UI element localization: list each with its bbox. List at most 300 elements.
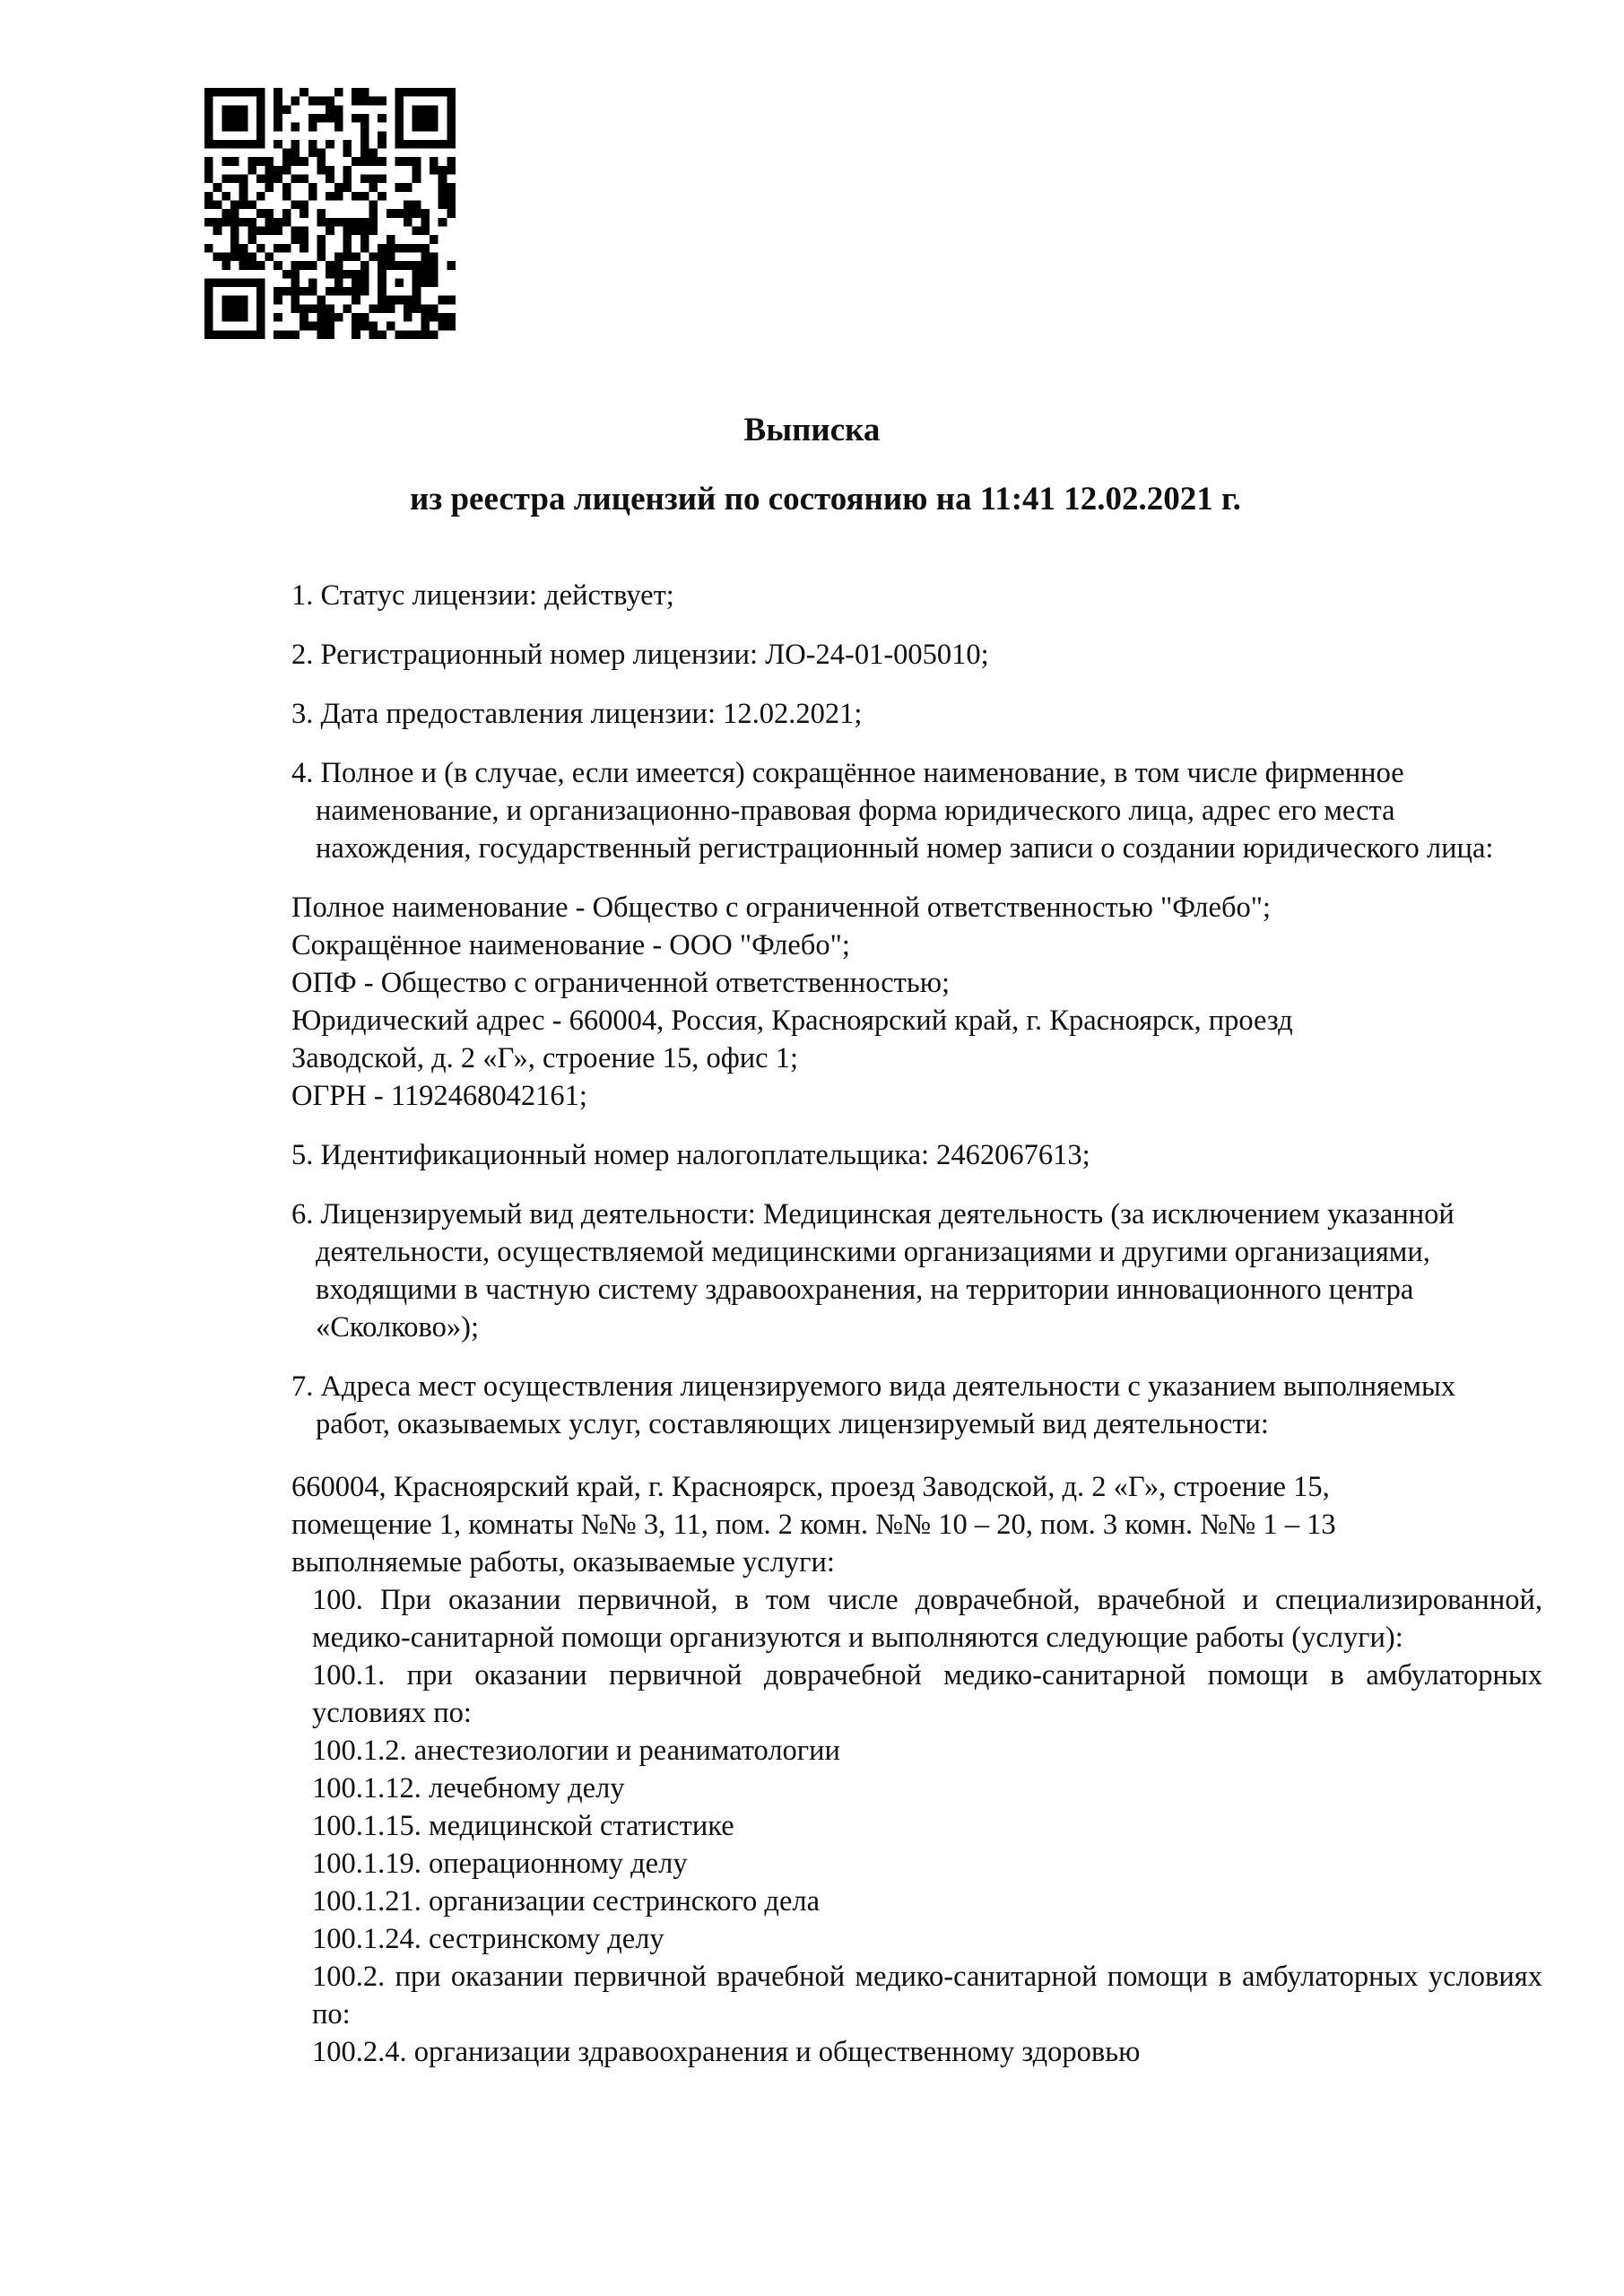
qr-module	[274, 97, 282, 106]
qr-module	[239, 313, 248, 322]
qr-module	[386, 252, 395, 261]
qr-module	[326, 287, 334, 296]
qr-module	[421, 252, 430, 261]
qr-module	[282, 105, 291, 114]
qr-module	[352, 278, 360, 287]
qr-module	[239, 140, 248, 149]
qr-module	[239, 105, 248, 114]
qr-module	[404, 218, 413, 227]
qr-module	[343, 218, 352, 227]
qr-module	[404, 201, 413, 210]
qr-module	[360, 123, 369, 132]
qr-module	[447, 183, 456, 192]
qr-module	[282, 287, 291, 296]
qr-module	[404, 140, 413, 149]
qr-module	[308, 278, 317, 287]
qr-module	[221, 105, 230, 114]
qr-module	[239, 218, 248, 227]
qr-module	[378, 114, 386, 123]
qr-module	[430, 157, 439, 166]
qr-module	[221, 278, 230, 287]
qr-module	[413, 244, 421, 253]
qr-module	[439, 192, 447, 201]
qr-module	[334, 313, 343, 322]
service-item: 100.1. при оказании первичной доврачебной медико-санитарной помощи в амбулаторных условиях по:	[312, 1659, 1542, 1729]
qr-module	[421, 226, 430, 235]
qr-module	[204, 192, 213, 201]
qr-module	[369, 304, 378, 313]
qr-module	[343, 166, 352, 175]
service-item: 100.2. при оказании первичной врачебной медико-санитарной помощи в амбулаторных условиях по:	[312, 1961, 1542, 2031]
qr-module	[317, 252, 326, 261]
qr-module	[256, 105, 265, 114]
service-item: 100. При оказании первичной, в том числе доврачебной, врачебной и специализированной, медико-санитарной помощи организуются и выполняются следующие работы (услуги):	[312, 1584, 1542, 1654]
qr-module	[204, 330, 213, 339]
qr-module	[204, 97, 213, 106]
qr-module	[256, 88, 265, 97]
qr-module	[334, 88, 343, 97]
qr-module	[308, 261, 317, 270]
qr-module	[213, 201, 222, 210]
qr-module	[256, 278, 265, 287]
qr-module	[317, 330, 326, 339]
qr-module	[204, 278, 213, 287]
qr-module	[413, 296, 421, 305]
entity-short-name: Сокращённое наименование - ООО "Флебо";	[291, 929, 850, 961]
qr-module	[204, 322, 213, 331]
qr-module	[439, 183, 447, 192]
qr-module	[430, 123, 439, 132]
qr-module	[221, 114, 230, 123]
qr-module	[352, 192, 360, 201]
qr-module	[204, 105, 213, 114]
qr-module	[239, 330, 248, 339]
qr-module	[265, 209, 274, 218]
qr-module	[204, 166, 213, 175]
qr-module	[239, 114, 248, 123]
qr-module	[334, 261, 343, 270]
qr-module	[204, 218, 213, 227]
qr-module	[248, 166, 256, 175]
qr-module	[439, 322, 447, 331]
qr-module	[274, 114, 282, 123]
qr-module	[343, 287, 352, 296]
qr-module	[413, 175, 421, 184]
qr-module	[282, 183, 291, 192]
qr-module	[378, 252, 386, 261]
service-item: 100.2.4. организации здравоохранения и общественному здоровью	[312, 2036, 1141, 2068]
qr-module	[230, 252, 239, 261]
qr-module	[352, 330, 360, 339]
qr-module	[317, 114, 326, 123]
qr-module	[248, 261, 256, 270]
qr-module	[334, 270, 343, 279]
addresses-heading: 7. Адреса мест осуществления лицензируемого вида деятельности с указанием выполняемых работ, оказываемых услуг, составляющих лицензируемый вид деятельности:	[291, 1370, 1456, 1440]
qr-module	[326, 270, 334, 279]
qr-module	[230, 278, 239, 287]
qr-module	[334, 252, 343, 261]
qr-module	[204, 123, 213, 132]
qr-module	[430, 88, 439, 97]
qr-module	[274, 261, 282, 270]
qr-module	[204, 175, 213, 184]
qr-module	[248, 278, 256, 287]
qr-module	[439, 166, 447, 175]
qr-module	[360, 157, 369, 166]
qr-module	[360, 235, 369, 244]
qr-module	[413, 123, 421, 132]
qr-module	[274, 166, 282, 175]
qr-module	[421, 140, 430, 149]
qr-module	[343, 149, 352, 158]
qr-module	[326, 166, 334, 175]
qr-module	[317, 235, 326, 244]
qr-module	[204, 296, 213, 305]
qr-module	[256, 140, 265, 149]
qr-module	[239, 88, 248, 97]
qr-module	[447, 209, 456, 218]
qr-module	[300, 304, 308, 313]
qr-module	[404, 296, 413, 305]
qr-module	[317, 97, 326, 106]
qr-module	[395, 244, 404, 253]
qr-module	[360, 322, 369, 331]
qr-module	[413, 157, 421, 166]
qr-module	[413, 114, 421, 123]
qr-module	[369, 97, 378, 106]
qr-module	[239, 252, 248, 261]
qr-module	[413, 330, 421, 339]
qr-module	[378, 157, 386, 166]
qr-module	[221, 330, 230, 339]
qr-module	[386, 244, 395, 253]
qr-module	[334, 105, 343, 114]
qr-module	[413, 270, 421, 279]
qr-module	[300, 244, 308, 253]
qr-module	[291, 149, 300, 158]
entity-heading: 4. Полное и (в случае, если имеется) сокращённое наименование, в том числе фирменное наименование, и организационно-правовая форма юридического лица, адрес его места нахождения, государственный регистрационный номер записи о создании юридического лица:	[291, 757, 1494, 865]
qr-module	[378, 97, 386, 106]
qr-module	[430, 304, 439, 313]
qr-module	[430, 313, 439, 322]
qr-module	[421, 330, 430, 339]
qr-module	[369, 201, 378, 210]
qr-module	[447, 97, 456, 106]
qr-module	[282, 244, 291, 253]
qr-module	[265, 183, 274, 192]
qr-module	[430, 140, 439, 149]
entity-details	[291, 889, 1547, 1115]
qr-module	[395, 330, 404, 339]
qr-module	[239, 278, 248, 287]
qr-module	[300, 235, 308, 244]
qr-module	[360, 278, 369, 287]
qr-module	[369, 175, 378, 184]
qr-module	[352, 157, 360, 166]
qr-module	[204, 313, 213, 322]
qr-module	[421, 278, 430, 287]
qr-module	[230, 114, 239, 123]
qr-module	[352, 296, 360, 305]
location-address-line2: помещение 1, комнаты №№ 3, 11, пом. 2 комн. №№ 10 – 20, пом. 3 комн. №№ 1 – 13	[291, 1509, 1336, 1541]
qr-module	[265, 252, 274, 261]
qr-module	[256, 304, 265, 313]
qr-module	[369, 209, 378, 218]
qr-module	[282, 209, 291, 218]
qr-module	[447, 123, 456, 132]
qr-module	[369, 218, 378, 227]
qr-module	[308, 123, 317, 132]
qr-module	[221, 304, 230, 313]
qr-module	[386, 322, 395, 331]
qr-module	[421, 114, 430, 123]
qr-module	[421, 105, 430, 114]
qr-module	[239, 123, 248, 132]
qr-module	[447, 88, 456, 97]
qr-module	[256, 261, 265, 270]
qr-module	[439, 175, 447, 184]
qr-module	[230, 218, 239, 227]
qr-module	[221, 313, 230, 322]
service-item: 100.1.19. операционному делу	[312, 1848, 688, 1880]
qr-module	[386, 304, 395, 313]
qr-module	[360, 226, 369, 235]
qr-module	[256, 175, 265, 184]
license-status: 1. Статус лицензии: действует;	[291, 579, 674, 612]
qr-module	[256, 209, 265, 218]
qr-module	[308, 192, 317, 201]
qr-module	[378, 244, 386, 253]
qr-module	[413, 140, 421, 149]
qr-module	[230, 105, 239, 114]
qr-module	[213, 218, 222, 227]
qr-module	[300, 322, 308, 331]
entity-full-name: Полное наименование - Общество с ограниченной ответственностью "Флебо";	[291, 891, 1272, 924]
qr-module	[369, 252, 378, 261]
qr-module	[326, 313, 334, 322]
qr-module	[300, 209, 308, 218]
qr-module	[221, 209, 230, 218]
qr-module	[334, 123, 343, 132]
qr-module	[378, 304, 386, 313]
qr-module	[369, 157, 378, 166]
qr-module	[230, 244, 239, 253]
qr-module	[421, 270, 430, 279]
qr-module	[352, 287, 360, 296]
qr-module	[360, 131, 369, 140]
qr-module	[395, 105, 404, 114]
qr-module	[378, 330, 386, 339]
qr-module	[404, 244, 413, 253]
qr-module	[256, 244, 265, 253]
licensed-activity: 6. Лицензируемый вид деятельности: Медицинская деятельность (за исключением указанной деятельности, осуществляемой медицинскими организациями и другими организациями, входящими в частную систему здравоохранения, на территории инновационного центра «Сколково»);	[291, 1198, 1455, 1344]
qr-module	[256, 330, 265, 339]
qr-module	[413, 287, 421, 296]
qr-module	[360, 192, 369, 201]
qr-module	[369, 322, 378, 331]
document-title: Выписка	[743, 412, 881, 448]
qr-module	[274, 140, 282, 149]
qr-module	[447, 313, 456, 322]
qr-module	[291, 140, 300, 149]
qr-module	[343, 140, 352, 149]
qr-module	[230, 140, 239, 149]
services-list	[291, 1581, 1542, 2071]
qr-module	[326, 226, 334, 235]
qr-module	[378, 270, 386, 279]
qr-module	[256, 287, 265, 296]
qr-module	[291, 270, 300, 279]
qr-module	[274, 330, 282, 339]
qr-module	[265, 218, 274, 227]
qr-module	[230, 201, 239, 210]
qr-module	[317, 322, 326, 331]
qr-module	[291, 330, 300, 339]
qr-module	[230, 226, 239, 235]
qr-module	[265, 166, 274, 175]
qr-module	[230, 313, 239, 322]
qr-module	[395, 278, 404, 287]
qr-module	[282, 330, 291, 339]
qr-module	[430, 270, 439, 279]
qr-module	[404, 313, 413, 322]
qr-module	[282, 157, 291, 166]
qr-module	[439, 140, 447, 149]
qr-module	[204, 304, 213, 313]
qr-module	[239, 304, 248, 313]
qr-module	[317, 244, 326, 253]
qr-module	[230, 88, 239, 97]
qr-module	[274, 226, 282, 235]
entity-legal-address-line1: Юридический адрес - 660004, Россия, Красноярский край, г. Красноярск, проезд	[291, 1004, 1293, 1037]
qr-module	[213, 278, 222, 287]
qr-module	[300, 287, 308, 296]
qr-module	[360, 149, 369, 158]
services-label: выполняемые работы, оказываемые услуги:	[291, 1546, 835, 1578]
qr-module	[378, 192, 386, 201]
qr-module	[248, 330, 256, 339]
qr-module	[421, 218, 430, 227]
qr-module	[239, 175, 248, 184]
qr-module	[291, 201, 300, 210]
qr-module	[369, 149, 378, 158]
qr-module	[282, 270, 291, 279]
qr-module	[291, 175, 300, 184]
qr-module	[308, 322, 317, 331]
qr-module	[239, 183, 248, 192]
qr-module	[395, 157, 404, 166]
qr-module	[343, 244, 352, 253]
qr-module	[300, 157, 308, 166]
qr-module	[395, 97, 404, 106]
qr-module	[421, 88, 430, 97]
qr-module	[395, 114, 404, 123]
qr-module	[334, 192, 343, 201]
qr-module	[360, 244, 369, 253]
qr-module	[343, 235, 352, 244]
qr-module	[291, 226, 300, 235]
qr-module	[447, 140, 456, 149]
service-item: 100.1.12. лечебному делу	[312, 1772, 625, 1805]
qr-module	[274, 287, 282, 296]
entity-ogrn: ОГРН - 1192468042161;	[291, 1080, 587, 1112]
qr-module	[352, 88, 360, 97]
qr-module	[317, 304, 326, 313]
qr-module	[230, 330, 239, 339]
qr-module	[265, 175, 274, 184]
qr-module	[421, 244, 430, 253]
qr-module	[248, 201, 256, 210]
qr-module	[239, 296, 248, 305]
qr-module	[413, 105, 421, 114]
qr-module	[239, 201, 248, 210]
qr-module	[248, 226, 256, 235]
qr-module	[360, 97, 369, 106]
qr-module	[326, 322, 334, 331]
qr-module	[221, 252, 230, 261]
qr-module	[447, 296, 456, 305]
qr-module	[308, 97, 317, 106]
qr-module	[404, 157, 413, 166]
qr-module	[447, 105, 456, 114]
qr-module	[326, 261, 334, 270]
qr-module	[300, 201, 308, 210]
location-address-line1: 660004, Красноярский край, г. Красноярск, проезд Заводской, д. 2 «Г», строение 15,	[291, 1471, 1330, 1503]
qr-module	[430, 261, 439, 270]
qr-module	[274, 175, 282, 184]
qr-module	[221, 123, 230, 132]
qr-module	[334, 278, 343, 287]
qr-module	[326, 330, 334, 339]
qr-module	[213, 226, 222, 235]
qr-module	[291, 278, 300, 287]
qr-module	[230, 296, 239, 305]
qr-module	[317, 166, 326, 175]
qr-module	[395, 296, 404, 305]
qr-module	[308, 140, 317, 149]
qr-module	[447, 261, 456, 270]
qr-module	[404, 261, 413, 270]
qr-module	[248, 88, 256, 97]
qr-module	[300, 226, 308, 235]
qr-module	[360, 140, 369, 149]
qr-module	[430, 166, 439, 175]
qr-module	[248, 252, 256, 261]
qr-module	[291, 261, 300, 270]
qr-module	[430, 330, 439, 339]
qr-module	[360, 218, 369, 227]
qr-module	[360, 114, 369, 123]
qr-module	[221, 218, 230, 227]
service-item: 100.1.2. анестезиологии и реаниматологии	[312, 1735, 840, 1767]
qr-module	[369, 330, 378, 339]
qr-module	[256, 114, 265, 123]
entity-opf: ОПФ - Общество с ограниченной ответственностью;	[291, 967, 951, 999]
qr-module	[282, 218, 291, 227]
qr-module	[404, 183, 413, 192]
qr-module	[386, 235, 395, 244]
qr-module	[204, 114, 213, 123]
qr-module	[326, 175, 334, 184]
qr-module	[239, 192, 248, 201]
qr-module	[317, 149, 326, 158]
qr-module	[447, 322, 456, 331]
qr-module	[221, 175, 230, 184]
qr-module	[291, 304, 300, 313]
qr-module	[274, 218, 282, 227]
qr-module	[317, 157, 326, 166]
qr-module	[343, 183, 352, 192]
